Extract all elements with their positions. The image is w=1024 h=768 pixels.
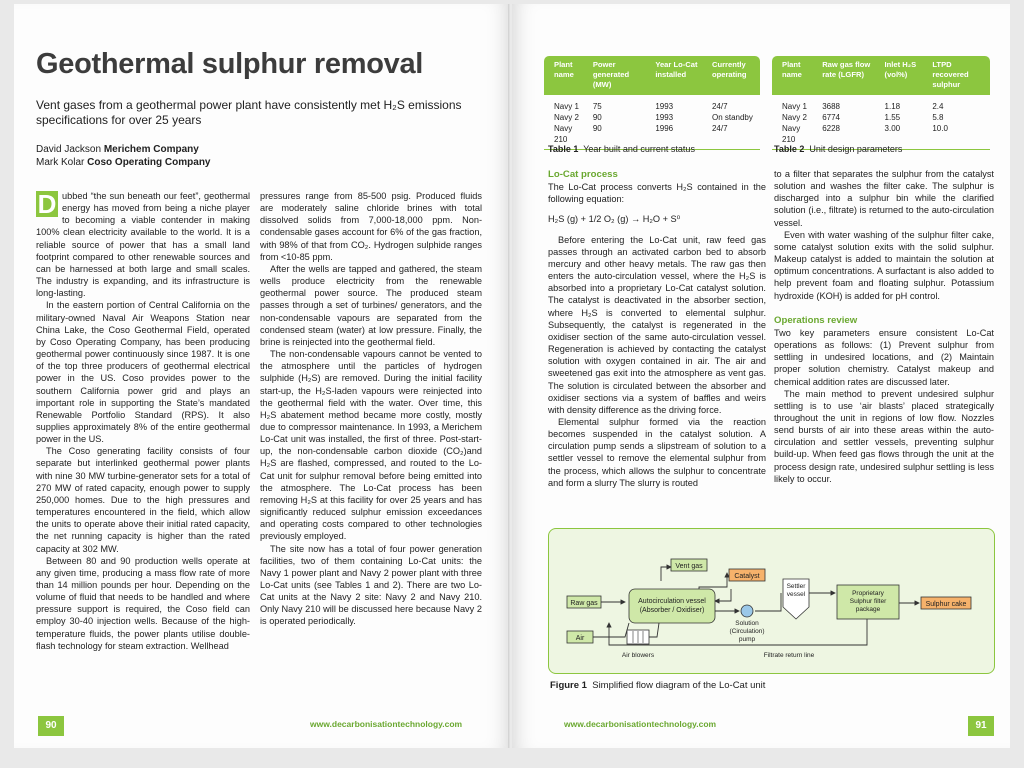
figure-1-caption: Figure 1 Simplified flow diagram of the Lo-Cat unit xyxy=(550,680,766,691)
author-name: Mark Kolar xyxy=(36,157,85,168)
table-header-row xyxy=(772,56,990,95)
table-row: Navy 2 6774 1.55 5.8 xyxy=(782,113,944,122)
paragraph: Before entering the Lo-Cat unit, raw feed gas passes through an activated carbon bed to absorb mercury and other heavy metals. The raw gas then enters the auto-circulation vessel, where the H₂S is absorbed into a proprietary Lo-Cat catalyst solution. The catalyst is deactivated in the absorber section, where H₂S is converted to elemental sulphur. Subsequently, the catalyst is regenerated in the oxidiser section of the same auto-circulation vessel. Regeneration is achieved by contacting the catalyst solution with oxygen contained in air. The air and sweetened gas exit into the atmosphere as vent gas. The solution is circulated between the absorber and oxidiser sections via a system of baffles and weirs with density difference as the driving force. xyxy=(548,234,766,415)
paragraph: Even with water washing of the sulphur filter cake, some catalyst solution exits with the solid sulphur. Makeup catalyst is added to maintain the solution at optimum concentrations. A surfactant is also added to help prevent foam and floating sulphur. Potassium hydroxide (KOH) is added for pH control. xyxy=(774,229,994,301)
table-row: Navy 1 3688 1.18 2.4 xyxy=(782,102,944,111)
autocirculation-vessel xyxy=(629,589,715,623)
svg-text:(Absorber / Oxidiser): (Absorber / Oxidiser) xyxy=(639,607,705,614)
svg-text:Air blowers: Air blowers xyxy=(621,652,655,659)
section-heading: Operations review xyxy=(774,314,858,326)
paragraph: The non-condensable vapours cannot be vented to the atmosphere until the particles of hydrogen sulphide (H₂S) are removed. During the initial facility start-up, the H₂S-laden vapours were reinjected into the geothermal field with the water. Over time, this H₂S abatement method became more costly, mostly due to compressor maintenance. In 1993, a Merichem Lo-Cat unit was installed, the first of three. Post-start-up, the non-condensable carbon dioxide (CO₂)and H₂S are flashed, compressed, and routed to the Lo-Cat unit for sulphur removal before being emitted into the atmosphere. The Lo-Cat process has been removing H₂S at this facility for over 25 years and has significantly reduced sulphur emission exceedances and operating costs compared to other technologies previously employed. xyxy=(260,349,482,542)
air-blowers xyxy=(622,630,655,659)
paragraph: After the wells are tapped and gathered, the steam wells produce electricity from the renewable geothermal power source. The produced steam passes through a set of turbines/ generators, and the non-condensable vapours are separated from the condensed steam (water) at low pressure. Finally, the brine is reinjected into the geothermal field. xyxy=(260,263,482,347)
paragraph: to a filter that separates the sulphur from the catalyst solution and washes the filter cake. The sulphur is discharged into a sulphur bin while the clarified solution (i.e., filtrate) is returned to the auto-circulation vessel. xyxy=(774,169,994,228)
filtrate-return-label: Filtrate return line xyxy=(763,652,815,659)
table-2 xyxy=(772,56,990,150)
table-header: LTPD recovered sulphur xyxy=(922,56,990,95)
left-page xyxy=(14,4,510,748)
table-header: Power generated (MW) xyxy=(583,56,646,95)
author-org: Merichem Company xyxy=(103,144,199,155)
svg-text:pump: pump xyxy=(738,636,756,643)
left-column-2 xyxy=(260,190,482,628)
section-heading: Lo-Cat process xyxy=(548,169,618,180)
equation: H₂S (g) + 1/2 O₂ (g) → H₂O + S⁰ xyxy=(548,214,681,225)
svg-text:(Circulation): (Circulation) xyxy=(729,628,765,635)
flow-diagram-svg xyxy=(549,529,996,675)
paragraph: The Coso generating facility consists of four separate but interlinked geothermal power plants with nine 30 MW turbine-generator sets for a total of 270 MW of rated capacity, enough power to supply 250,000 homes. Due to the high pressures and temperatures encountered in the field, which allow the units to operate above their initial rated capacity, the net running capacity is higher than the rated capacity at 302 MW. xyxy=(36,446,250,554)
svg-text:Catalyst: Catalyst xyxy=(734,573,760,580)
dropcap: D xyxy=(37,189,57,219)
svg-text:Solution: Solution xyxy=(735,620,759,627)
table-header: Plant name xyxy=(772,56,812,95)
svg-text:Sulphur cake: Sulphur cake xyxy=(925,601,967,608)
svg-text:Air: Air xyxy=(575,635,585,642)
table-header: Raw gas flow rate (LGFR) xyxy=(812,56,874,95)
svg-text:Vent gas: Vent gas xyxy=(675,563,703,570)
left-column-1 xyxy=(36,190,250,652)
flow-diagram xyxy=(548,528,995,674)
article-subtitle: Vent gases from a geothermal power plant have consistently met H₂S emissions specifications for over 25 years xyxy=(36,98,462,127)
page-number: 90 xyxy=(38,716,64,736)
paragraph: Between 80 and 90 production wells operate at any given time, producing a mass flow rate of more than 14 million pounds per hour. Depending on the volume of fluid that needs to be handled and where pressure support is required, the Coso field can employ 30-40 injection wells. Because of the high-temperature fluids, the power plants utilise double-flash technology for steam extraction. Wellhead xyxy=(36,555,250,651)
svg-text:vessel: vessel xyxy=(786,591,806,598)
raw-gas-box xyxy=(567,596,601,608)
paragraph: pressures range from 85-500 psig. Produced fluids are moderately saline chloride brines with total dissolved solids from 7,000-18,000 ppm. Non-condensable gases account for 6% of the gas fraction, with 98% of that from CO₂. Hydrogen sulphide ranges from <10-85 ppm. xyxy=(260,191,482,262)
right-column-2 xyxy=(774,168,994,485)
paragraph: Two key parameters ensure consistent Lo-Cat operations as follows: (1) Prevent sulphur from settling in undesired locations, and (2) Maintain proper solution chemistry. Catalyst makeup and chemical addition rates are discussed later. xyxy=(774,327,994,387)
paragraph: D ubbed “the sun beneath our feet”, geothermal energy has moved from being a niche player to becoming a viable contender in making 100% clean electricity available to the world. It is a reliable source of power that has a small land footprint compared to other renewable sources and can be harnessed at both large and small scales. The industry is expanding, and its infrastructure is long-lasting. xyxy=(36,189,250,299)
svg-text:Raw gas: Raw gas xyxy=(570,600,598,607)
table-2-caption: Table 2 Unit design parameters xyxy=(774,144,903,154)
author-name: David Jackson xyxy=(36,144,102,155)
page-number: 91 xyxy=(968,716,994,736)
table-header-row xyxy=(544,56,760,95)
article-title: Geothermal sulphur removal xyxy=(36,48,424,80)
svg-text:Settler: Settler xyxy=(786,583,806,590)
table-header: Year Lo-Cat installed xyxy=(645,56,702,95)
table-row: Navy 210 90 1996 24/7 xyxy=(544,123,760,150)
svg-text:Proprietary: Proprietary xyxy=(852,590,884,597)
author-org: Coso Operating Company xyxy=(87,157,211,168)
table-1-caption: Table 1 Year built and current status xyxy=(548,144,695,154)
sulphur-filter-package xyxy=(837,585,899,619)
sulphur-cake-box xyxy=(921,597,971,609)
table-1 xyxy=(544,56,760,150)
paragraph: The main method to prevent undesired sulphur settling is to use ‘air blasts’ placed strategically throughout the unit in regions of low flow. Nozzles send bursts of air into these areas within the auto-circulation and settler vessels, preventing sulphur build-up. When feed gas flows through the unit at the process design rate, undesired sulphur settling is less likely to occur. xyxy=(774,388,994,484)
magazine-spread xyxy=(8,4,1016,756)
footer-url[interactable]: www.decarbonisationtechnology.com xyxy=(564,719,717,729)
svg-text:Autocirculation vessel: Autocirculation vessel xyxy=(638,598,706,605)
air-box xyxy=(567,631,593,643)
table-header: Currently operating xyxy=(702,56,760,95)
paragraph: In the eastern portion of Central California on the military-owned Naval Air Weapons Station near China Lake, the Coso Geothermal Field, operated by Coso Operating Company, has been producing geothermal power continuously since 1987. It is one of the top three producers of geothermal electrical power in the US. Coso provides power to the southern California power grid and plays an important role in supporting the State’s mandated Renewable Portfolio Standard (RPS). It also supplies approximately 8% of the entire geothermal power in the US. xyxy=(36,300,250,445)
svg-text:package: package xyxy=(855,606,881,613)
right-column-1 xyxy=(548,168,766,489)
table-header: Inlet H₂S (vol%) xyxy=(875,56,923,95)
catalyst-box xyxy=(729,569,765,581)
settler-vessel xyxy=(783,579,809,619)
byline-author-1 xyxy=(36,144,199,155)
paragraph: Elemental sulphur formed via the reaction becomes suspended in the catalyst solution. A circulation pump sends a slipstream of solution to a settler vessel to remove the elemental sulphur from the process, which allows the sulphur to concentrate and form a slurry The slurry is routed xyxy=(548,416,766,488)
byline-author-2 xyxy=(36,157,211,168)
footer-url[interactable]: www.decarbonisationtechnology.com xyxy=(310,719,463,729)
table-row: Navy 2 90 1993 On standby xyxy=(554,113,753,122)
table-header: Plant name xyxy=(544,56,583,95)
paragraph: The Lo-Cat process converts H₂S contained in the following equation: xyxy=(548,182,766,205)
table-row: Navy 210 6228 3.00 10.0 xyxy=(772,123,990,150)
right-page xyxy=(512,4,1010,748)
svg-text:Sulphur filter: Sulphur filter xyxy=(849,598,887,605)
paragraph: The site now has a total of four power generation facilities, two of them containing Lo-Cat units: the Navy 1 power plant and Navy 2 power plant with three Lo-Cat units (see Tables 1 and 2). There are two Lo-Cat units at the Navy 2 site: Navy 2 and Navy 210. Only Navy 210 will be discussed here because Navy 2 is operated periodically. xyxy=(260,543,482,627)
table-row: Navy 1 75 1993 24/7 xyxy=(554,102,728,111)
vent-gas-box xyxy=(671,559,707,571)
